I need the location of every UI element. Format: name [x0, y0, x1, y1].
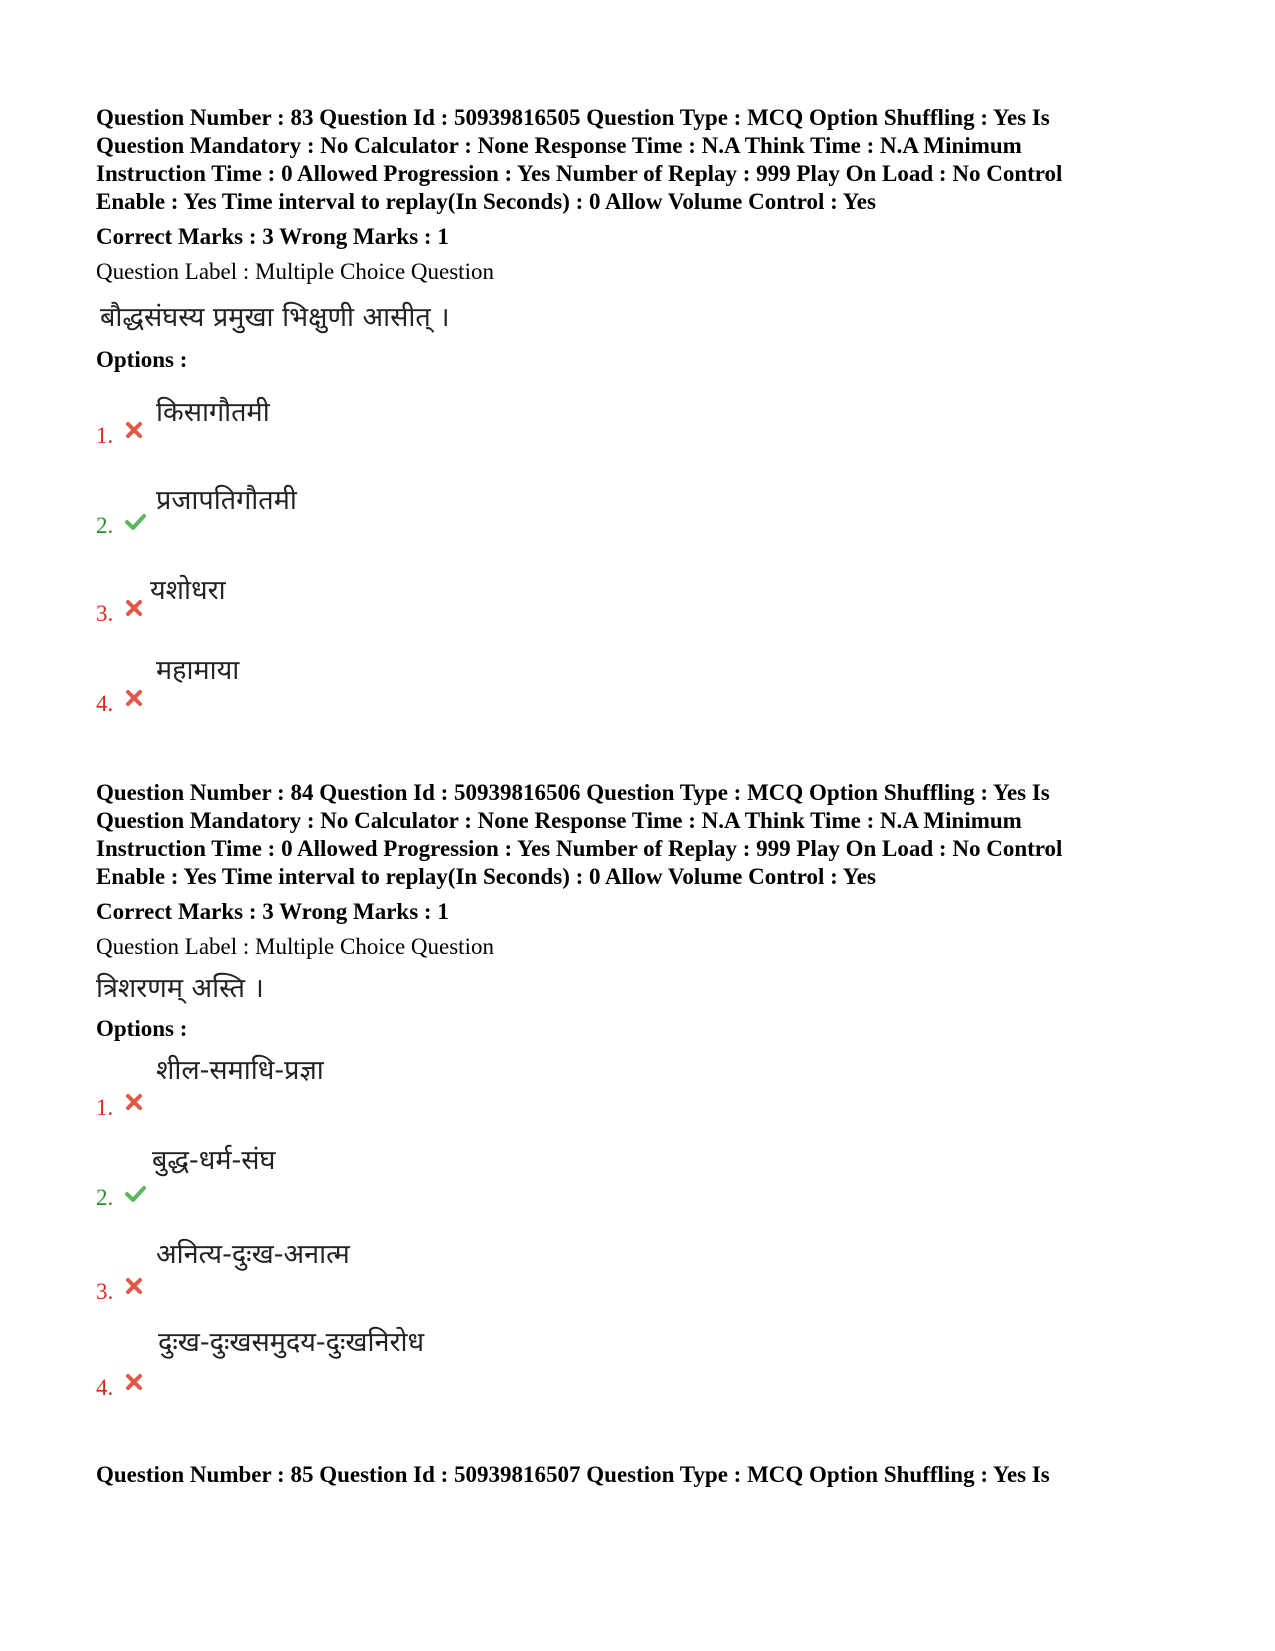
options-heading: Options : — [96, 1016, 188, 1041]
option-text: यशोधरा — [150, 575, 226, 606]
question-label: Question Label : Multiple Choice Question — [96, 934, 494, 959]
option-item — [96, 1055, 896, 1128]
cross-icon — [124, 688, 144, 708]
cross-icon — [124, 1276, 144, 1296]
option-number: 3. — [96, 1279, 114, 1304]
question-block-85 — [96, 1461, 1186, 1489]
option-number: 2. — [96, 1185, 114, 1210]
cross-icon — [124, 420, 144, 440]
option-number: 1. — [96, 1095, 114, 1120]
option-text: प्रजापतिगौतमी — [156, 485, 297, 516]
option-number: 2. — [96, 513, 114, 538]
option-item — [96, 1327, 896, 1408]
cross-icon — [124, 1372, 144, 1392]
option-number: 3. — [96, 601, 114, 626]
option-item — [96, 396, 896, 456]
option-text: अनित्य-दुःख-अनात्म — [156, 1239, 350, 1270]
question-block-84 — [96, 779, 1186, 1043]
option-text: बुद्ध-धर्म-संघ — [152, 1145, 276, 1176]
option-item — [96, 1145, 896, 1218]
check-icon — [124, 512, 146, 532]
question-block-83 — [96, 104, 1186, 374]
option-text: महामाया — [156, 655, 240, 686]
option-item — [96, 1239, 896, 1312]
question-meta: Question Number : 84 Question Id : 50939816506 Question Type : MCQ Option Shuffling : Yes Is Question Mandatory : No Calculator : None Response Time : N.A Think Time : N.A Minimum Instruction Time : 0 Allowed Progression : Yes Number of Replay : 999 Play On Load : No Control Enable : Yes Time interval to replay(In Seconds) : 0 Allow Volume Control : Yes — [96, 780, 1063, 889]
question-label: Question Label : Multiple Choice Question — [96, 259, 494, 284]
option-item — [96, 574, 896, 634]
options-heading: Options : — [96, 347, 188, 372]
option-text: दुःख-दुःखसमुदय-दुःखनिरोध — [158, 1327, 425, 1358]
question-text: बौद्धसंघस्य प्रमुखा भिक्षुणी आसीत् । — [100, 302, 450, 333]
question-meta: Question Number : 85 Question Id : 50939816507 Question Type : MCQ Option Shuffling : Yes Is — [96, 1462, 1050, 1487]
option-item — [96, 655, 896, 724]
option-text: शील-समाधि-प्रज्ञा — [156, 1055, 324, 1086]
question-marks: Correct Marks : 3 Wrong Marks : 1 — [96, 899, 449, 924]
cross-icon — [124, 1092, 144, 1112]
question-marks: Correct Marks : 3 Wrong Marks : 1 — [96, 224, 449, 249]
question-meta: Question Number : 83 Question Id : 50939816505 Question Type : MCQ Option Shuffling : Yes Is Question Mandatory : No Calculator : None Response Time : N.A Think Time : N.A Minimum Instruction Time : 0 Allowed Progression : Yes Number of Replay : 999 Play On Load : No Control Enable : Yes Time interval to replay(In Seconds) : 0 Allow Volume Control : Yes — [96, 105, 1063, 214]
option-number: 4. — [96, 1375, 114, 1400]
check-icon — [124, 1184, 146, 1204]
option-text: किसागौतमी — [156, 397, 270, 428]
option-number: 1. — [96, 423, 114, 448]
option-item — [96, 484, 896, 544]
question-text: त्रिशरणम् अस्ति । — [96, 973, 264, 1004]
cross-icon — [124, 598, 144, 618]
option-number: 4. — [96, 691, 114, 716]
